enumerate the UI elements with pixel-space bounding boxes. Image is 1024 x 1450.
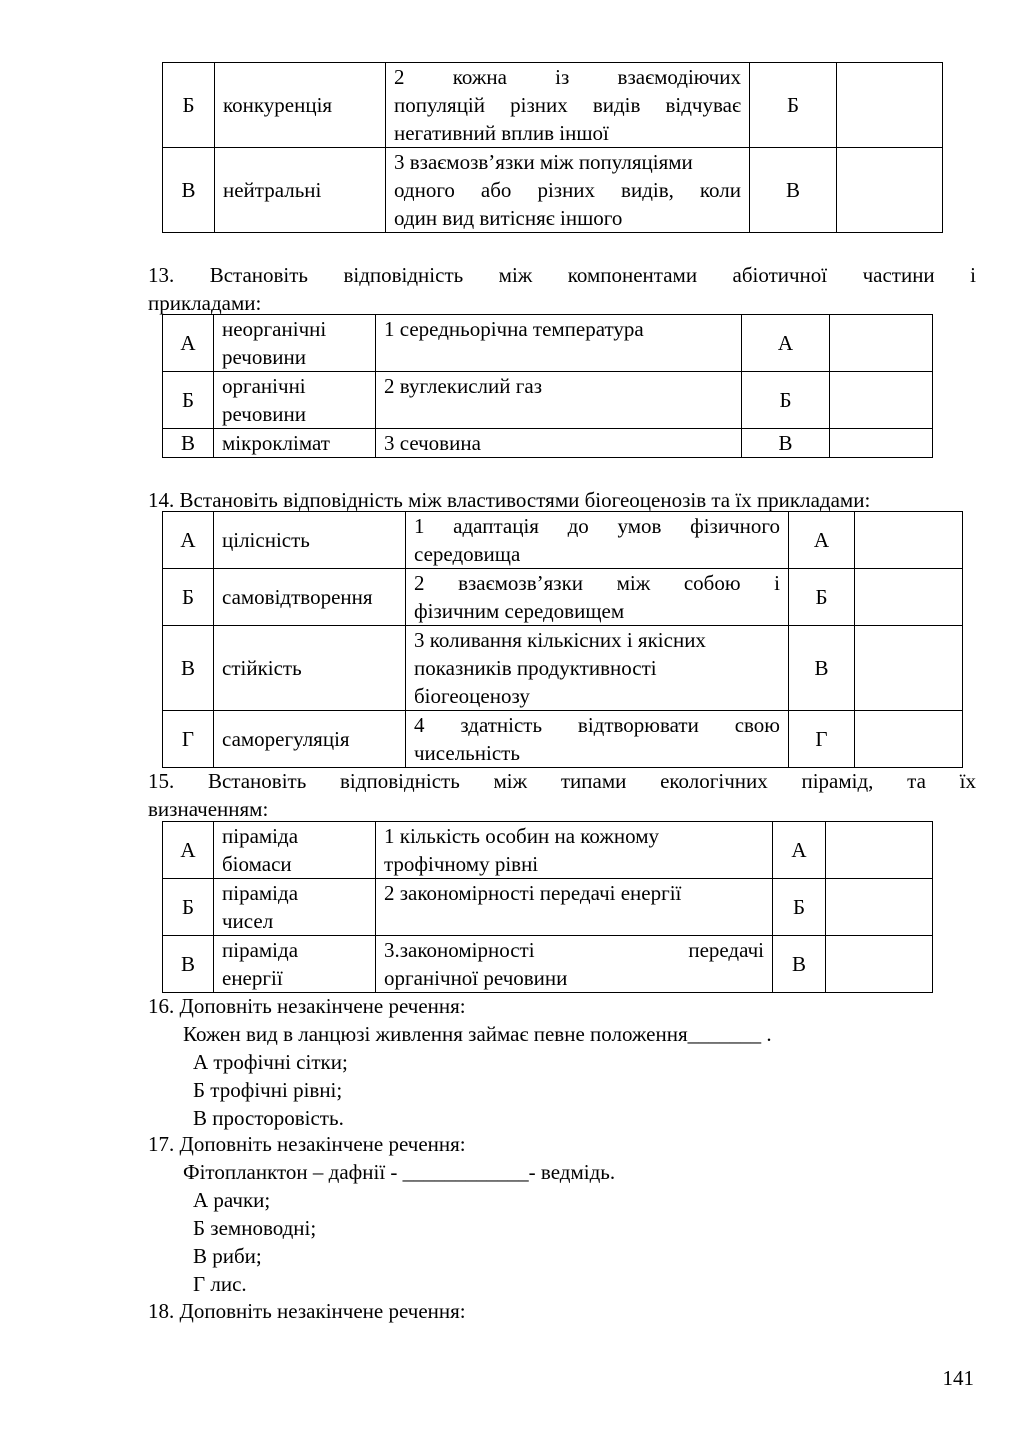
row-letter: Г <box>163 711 214 768</box>
heading-word: екологічних <box>660 769 768 793</box>
row-description: 3 сечовина <box>376 429 742 458</box>
row-answer-letter: Б <box>750 63 837 148</box>
row-description: 2 вуглекислий газ <box>376 372 742 429</box>
q14-heading: 14. Встановіть відповідність між властивостями біогеоценозів та їх прикладами: <box>148 488 871 512</box>
heading-word: компонентами <box>567 263 698 287</box>
answer-cell <box>826 879 933 936</box>
table-row <box>163 512 963 569</box>
row-answer-letter: Б <box>789 569 855 626</box>
row-letter: Б <box>163 372 214 429</box>
table-row <box>163 429 933 458</box>
answer-cell <box>855 711 963 768</box>
heading-word: відповідність <box>343 263 464 287</box>
answer-cell <box>830 315 933 372</box>
table-row <box>163 936 933 993</box>
row-term: саморегуляція <box>214 711 406 768</box>
heading-word: абіотичної <box>732 263 828 287</box>
heading-word: між <box>498 263 533 287</box>
q15-line2: визначенням: <box>148 797 269 821</box>
desc-line: 2 кожна із взаємодіючих <box>394 65 741 89</box>
q15-heading <box>148 767 976 823</box>
q13-heading <box>148 261 976 317</box>
q17-heading: 17. Доповніть незакінчене речення: <box>148 1132 466 1156</box>
desc-line: один вид витісняє іншого <box>394 206 623 230</box>
row-description: 1 кількість особин на кожному трофічному рівні <box>376 822 773 879</box>
row-letter: Б <box>163 63 215 148</box>
q17-option: В риби; <box>193 1244 262 1268</box>
heading-word: 13. <box>148 263 175 287</box>
answer-cell <box>830 372 933 429</box>
page-number: 141 <box>942 1366 974 1390</box>
answer-cell <box>837 63 943 148</box>
q18-heading: 18. Доповніть незакінчене речення: <box>148 1299 466 1323</box>
desc-line: 3 взаємозв’язки між популяціями <box>394 150 693 174</box>
heading-word: відповідність <box>340 769 460 793</box>
q17-sentence: Фітопланктон – дафнії - ____________- ведмідь. <box>183 1160 616 1184</box>
row-letter: В <box>163 429 214 458</box>
desc-line: популяцій різних видів відчуває <box>394 93 741 117</box>
row-answer-letter: А <box>773 822 826 879</box>
answer-cell <box>826 822 933 879</box>
q13-line2: прикладами: <box>148 291 262 315</box>
table-q13 <box>162 314 933 458</box>
row-answer-letter: А <box>742 315 830 372</box>
row-term: неорганічні речовини <box>214 315 376 372</box>
row-description <box>386 63 750 148</box>
heading-word: Встановіть <box>207 769 307 793</box>
heading-word: типами <box>560 769 627 793</box>
heading-word: та <box>907 769 926 793</box>
row-term: органічні речовини <box>214 372 376 429</box>
row-description: 1 середньорічна температура <box>376 315 742 372</box>
row-answer-letter: В <box>742 429 830 458</box>
q17-block <box>148 1130 615 1298</box>
row-term: піраміда чисел <box>214 879 376 936</box>
row-answer-letter: В <box>750 148 837 233</box>
q16-option: В просторовість. <box>193 1106 344 1130</box>
row-description: 2 закономірності передачі енергії <box>376 879 773 936</box>
row-term: піраміда енергії <box>214 936 376 993</box>
answer-cell <box>837 148 943 233</box>
row-answer-letter: Б <box>773 879 826 936</box>
row-description: 1 адаптація до умов фізичного середовища <box>406 512 789 569</box>
table-row <box>163 711 963 768</box>
q17-option: Г лис. <box>193 1272 247 1296</box>
heading-word: і <box>970 263 976 287</box>
desc-line: одного або різних видів, коли <box>394 178 741 202</box>
heading-word: частини <box>862 263 935 287</box>
q16-block <box>148 992 772 1132</box>
row-letter: В <box>163 936 214 993</box>
table-q15 <box>162 821 933 993</box>
row-term: піраміда біомаси <box>214 822 376 879</box>
q16-sentence: Кожен вид в ланцюзі живлення займає певне положення_______ . <box>183 1022 772 1046</box>
answer-cell <box>855 512 963 569</box>
q15-line1 <box>148 767 976 795</box>
table-row <box>163 148 943 233</box>
row-term: стійкість <box>214 626 406 711</box>
row-term: самовідтворення <box>214 569 406 626</box>
row-description: 3.закономірності передачі органічної речовини <box>376 936 773 993</box>
heading-word: пірамід, <box>801 769 874 793</box>
q16-option: А трофічні сітки; <box>193 1050 348 1074</box>
row-letter: А <box>163 822 214 879</box>
row-description: 3 коливання кількісних і якісних показників продуктивності біогеоценозу <box>406 626 789 711</box>
row-answer-letter: Г <box>789 711 855 768</box>
row-letter: А <box>163 512 214 569</box>
q17-option: Б земноводні; <box>193 1216 317 1240</box>
row-term: мікроклімат <box>214 429 376 458</box>
q13-line1 <box>148 261 976 289</box>
q16-heading: 16. Доповніть незакінчене речення: <box>148 994 466 1018</box>
q17-option: А рачки; <box>193 1188 271 1212</box>
row-term: конкуренція <box>215 63 386 148</box>
row-letter: Б <box>163 569 214 626</box>
table-q14 <box>162 511 963 768</box>
table-row <box>163 822 933 879</box>
table-row <box>163 879 933 936</box>
row-letter: В <box>163 148 215 233</box>
heading-word: 15. <box>148 769 175 793</box>
desc-line: негативний вплив іншої <box>394 121 609 145</box>
row-term: цілісність <box>214 512 406 569</box>
row-description: 2 взаємозв’язки між собою і фізичним середовищем <box>406 569 789 626</box>
row-answer-letter: А <box>789 512 855 569</box>
q16-option: Б трофічні рівні; <box>193 1078 343 1102</box>
table-row <box>163 626 963 711</box>
row-answer-letter: В <box>773 936 826 993</box>
answer-cell <box>855 626 963 711</box>
row-term: нейтральні <box>215 148 386 233</box>
table-row <box>163 372 933 429</box>
answer-cell <box>830 429 933 458</box>
table-row <box>163 315 933 372</box>
row-answer-letter: Б <box>742 372 830 429</box>
row-letter: А <box>163 315 214 372</box>
row-description: 4 здатність відтворювати свою чисельність <box>406 711 789 768</box>
row-letter: В <box>163 626 214 711</box>
table-row <box>163 569 963 626</box>
heading-word: між <box>493 769 528 793</box>
heading-word: їх <box>959 769 976 793</box>
answer-cell <box>826 936 933 993</box>
table-row <box>163 63 943 148</box>
row-description <box>386 148 750 233</box>
heading-word: Встановіть <box>209 263 309 287</box>
row-letter: Б <box>163 879 214 936</box>
table-q12 <box>162 62 943 233</box>
row-answer-letter: В <box>789 626 855 711</box>
answer-cell <box>855 569 963 626</box>
